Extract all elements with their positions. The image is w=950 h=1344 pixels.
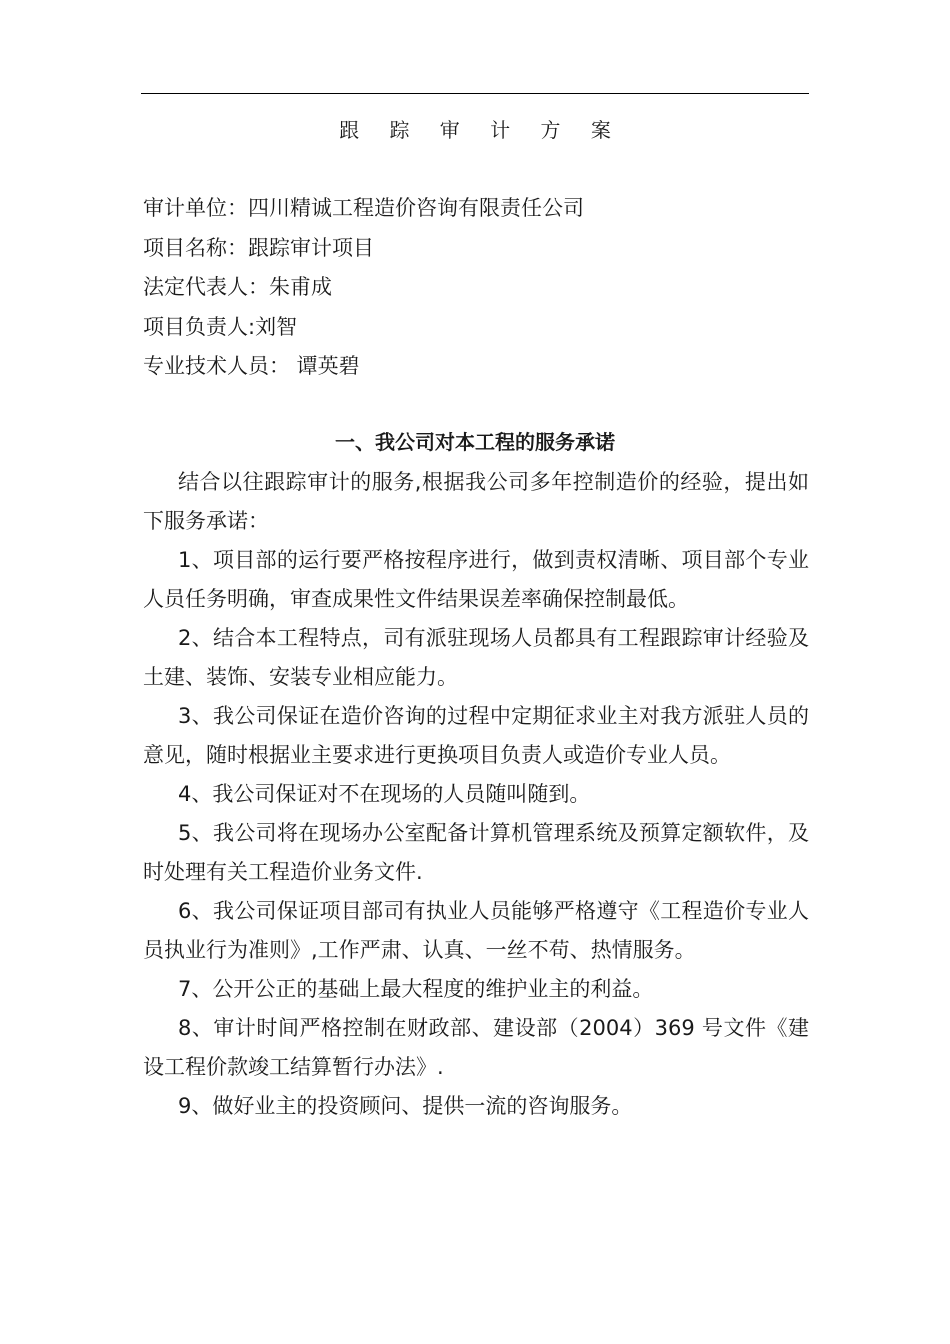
commitments-body: [143, 463, 809, 1126]
commitment-item-1: 1、项目部的运行要严格按程序进行，做到责权清晰、项目部个专业人员任务明确，审查成果性文件结果误差率确保控制最低。: [143, 548, 809, 611]
commitment-item-4: 4、我公司保证对不在现场的人员随叫随到。: [178, 782, 591, 806]
project-info-block: [143, 189, 809, 387]
legal-rep-line: 法定代表人：朱甫成: [143, 275, 332, 299]
commitment-item-7: 7、公开公正的基础上最大程度的维护业主的利益。: [178, 977, 654, 1001]
commitment-item-3: 3、我公司保证在造价咨询的过程中定期征求业主对我方派驻人员的意见，随时根据业主要求进行更换项目负责人或造价专业人员。: [143, 704, 809, 767]
tech-staff-line: 专业技术人员： 谭英碧: [143, 354, 360, 378]
commitment-item-5: 5、我公司将在现场办公室配备计算机管理系统及预算定额软件，及时处理有关工程造价业务文件.: [143, 821, 809, 884]
commitment-item-6: 6、我公司保证项目部司有执业人员能够严格遵守《工程造价专业人员执业行为准则》,工作严肃、认真、一丝不苟、热情服务。: [143, 899, 809, 962]
section-heading: 一、我公司对本工程的服务承诺: [335, 430, 615, 454]
commitment-item-2: 2、结合本工程特点，司有派驻现场人员都具有工程跟踪审计经验及土建、装饰、安装专业相应能力。: [143, 626, 809, 689]
project-lead-line: 项目负责人:刘智: [143, 314, 298, 339]
audit-unit-line: 审计单位：四川精诚工程造价咨询有限责任公司: [143, 196, 584, 220]
project-name-line: 项目名称：跟踪审计项目: [143, 235, 374, 260]
commitment-item-9: 9、做好业主的投资顾问、提供一流的咨询服务。: [178, 1094, 633, 1118]
commitment-item-8: 8、审计时间严格控制在财政部、建设部（2004）369 号文件《建设工程价款竣工结算暂行办法》.: [143, 1016, 809, 1079]
header-rule: [141, 93, 809, 94]
intro-paragraph: 结合以往跟踪审计的服务,根据我公司多年控制造价的经验，提出如下服务承诺：: [143, 470, 809, 533]
document-title: 跟 踪 审 计 方 案: [339, 118, 623, 142]
